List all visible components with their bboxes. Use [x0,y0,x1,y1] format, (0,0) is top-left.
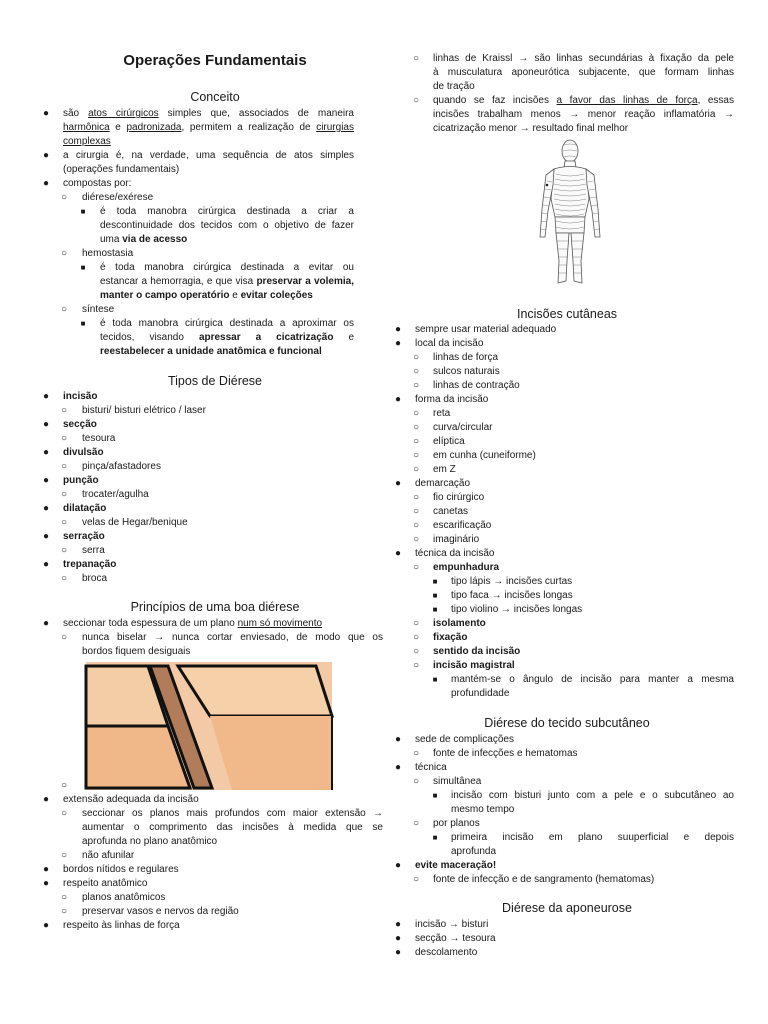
conceito-line-4: a cirurgia é, na verdade, uma sequência de atos simples [63,150,354,161]
principio-1: seccionar toda espessura de um plano num só movimento [63,618,323,629]
tipo-sub: broca [82,573,108,584]
circle-bullet-icon: ○ [412,660,420,671]
bullet-icon: ● [42,878,50,889]
bullet-icon: ● [42,920,50,931]
tipo-item: punção [63,475,99,486]
subcut-sub: simultânea [433,776,482,787]
bullet-icon: ● [42,618,50,629]
circle-bullet-icon: ○ [412,450,420,461]
circle-bullet-icon: ○ [412,748,420,759]
section-heading-principios: Princípios de uma boa diérese [130,600,300,614]
bullet-icon: ● [42,447,50,458]
circle-bullet-icon: ○ [412,646,420,657]
circle-bullet-icon: ○ [412,818,420,829]
principio-3: bordos nítidos e regulares [63,864,179,875]
cutanea-sub: incisão magistral [433,660,515,671]
circle-bullet-icon: ○ [60,906,68,917]
bullet-icon: ● [42,794,50,805]
circle-bullet-icon: ○ [412,618,420,629]
cutanea-sub: sentido da incisão [433,646,521,657]
favor-line-2: incisões trabalham menos → menor reação inflamatória → [433,109,734,120]
favor-line-3: cicatrização menor → resultado final melhor [433,123,629,134]
tipo-sub: serra [82,545,105,556]
principio-2-sub-1: seccionar os planos mais profundos com maior extensão → [82,808,383,819]
cutanea-item: demarcação [415,478,471,489]
circle-bullet-icon: ○ [60,517,68,528]
circle-bullet-icon: ○ [412,874,420,885]
principio-2-sub-2: aumentar o comprimento das incisões à medida que se [82,822,383,833]
cutanea-sub: escarificação [433,520,492,531]
hemostasia-item: hemostasia [82,248,134,259]
bullet-icon: ● [42,178,50,189]
conceito-line-3: complexas [63,136,111,147]
circle-bullet-icon: ○ [412,422,420,433]
circle-bullet-icon: ○ [412,632,420,643]
conceito-line-5: (operações fundamentais) [63,164,180,175]
circle-bullet-icon: ○ [60,192,68,203]
square-bullet-icon: ■ [432,591,438,600]
square-bullet-icon: ■ [432,791,438,800]
square-bullet-icon: ■ [80,263,86,272]
tipo-item: dilatação [63,503,107,514]
empunhadura-item: tipo lápis → incisões curtas [451,576,573,587]
aponeurose-item: incisão → bisturi [415,919,489,930]
cutanea-sub: linhas de força [433,352,499,363]
subcut-item: sede de complicações [415,734,514,745]
kraissl-line-2: à musculatura aponeurótica subjacente, que formam linhas [433,67,734,78]
cutanea-sub: isolamento [433,618,486,629]
cutanea-item: técnica da incisão [415,548,495,559]
bullet-icon: ● [394,860,402,871]
cutanea-sub: empunhadura [433,562,500,573]
bullet-icon: ● [394,734,402,745]
bullet-icon: ● [42,531,50,542]
tipo-sub: bisturi/ bisturi elétrico / laser [82,405,206,416]
bullet-icon: ● [394,548,402,559]
bullet-icon: ● [394,933,402,944]
circle-bullet-icon: ○ [60,489,68,500]
circle-bullet-icon: ○ [60,405,68,416]
square-bullet-icon: ■ [80,319,86,328]
bullet-icon: ● [42,503,50,514]
bullet-icon: ● [42,864,50,875]
tipo-sub: pinça/afastadores [82,461,161,472]
principio-1-sub-2: bordos fiquem desiguais [82,646,191,657]
tipo-item: serração [63,531,105,542]
square-bullet-icon: ■ [432,833,438,842]
circle-bullet-icon: ○ [412,520,420,531]
bullet-icon: ● [42,108,50,119]
circle-bullet-icon: ○ [60,573,68,584]
bullet-icon: ● [394,762,402,773]
tipo-item: incisão [63,391,98,402]
magistral-desc-1: mantém-se o ângulo de incisão para manter a mesma [451,674,734,685]
circle-bullet-icon: ○ [60,632,68,643]
hemostasia-desc-1: é toda manobra cirúrgica destinada a evitar ou [100,262,354,273]
circle-bullet-icon: ○ [60,780,68,791]
circle-bullet-icon: ○ [60,461,68,472]
circle-bullet-icon: ○ [60,248,68,259]
section-heading-conceito: Conceito [190,90,240,104]
principio-4: respeito anatômico [63,878,148,889]
cutanea-sub: canetas [433,506,469,517]
circle-bullet-icon: ○ [412,464,420,475]
bullet-icon: ● [394,324,402,335]
cutanea-sub: fio cirúrgico [433,492,485,503]
square-bullet-icon: ■ [432,605,438,614]
circle-bullet-icon: ○ [412,95,420,106]
body-force-lines-figure [532,137,608,289]
cutanea-item: sempre usar material adequado [415,324,557,335]
subcut-item: técnica [415,762,447,773]
planos-desc-1: primeira incisão em plano suuperficial e depois [451,832,734,843]
section-heading-subcutaneo: Diérese do tecido subcutâneo [484,716,650,730]
kraissl-line-1: linhas de Kraissl → são linhas secundárias à fixação da pele [433,53,734,64]
tipo-sub: trocater/agulha [82,489,149,500]
circle-bullet-icon: ○ [412,408,420,419]
principio-4-sub-2: preservar vasos e nervos da região [82,906,239,917]
cutanea-sub: em cunha (cuneiforme) [433,450,536,461]
bullet-icon: ● [394,919,402,930]
cutanea-sub: reta [433,408,451,419]
circle-bullet-icon: ○ [60,850,68,861]
bevel-incision-illustration [82,660,334,792]
subcut-item: evite maceração! [415,860,497,871]
compostas-por: compostas por: [63,178,132,189]
sintese-desc-1: é toda manobra cirúrgica destinada a aproximar os [100,318,354,329]
planos-desc-2: aprofunda [451,846,497,857]
cutanea-sub: linhas de contração [433,380,520,391]
favor-line-1: quando se faz incisões a favor das linhas de força, essas [433,95,734,106]
cutanea-item: local da incisão [415,338,484,349]
sintese-desc-2: tecidos, visando apressar a cicatrização e [100,332,355,343]
conceito-line-1: são atos cirúrgicos simples que, associados de maneira [63,108,354,119]
tipo-sub: tesoura [82,433,116,444]
bullet-icon: ● [42,559,50,570]
bullet-icon: ● [42,150,50,161]
cutanea-sub: sulcos naturais [433,366,500,377]
empunhadura-item: tipo violino → incisões longas [451,604,583,615]
magistral-desc-2: profundidade [451,688,510,699]
cutanea-item: forma da incisão [415,394,489,405]
cutanea-sub: curva/circular [433,422,493,433]
circle-bullet-icon: ○ [412,366,420,377]
circle-bullet-icon: ○ [412,562,420,573]
circle-bullet-icon: ○ [412,534,420,545]
section-heading-aponeurose: Diérese da aponeurose [502,901,632,915]
subcut-sub: fonte de infecções e hematomas [433,748,578,759]
dierese-desc-2: descontinuidade dos tecidos com o objetivo de fazer [100,220,354,231]
circle-bullet-icon: ○ [60,433,68,444]
tipo-sub: velas de Hegar/benique [82,517,188,528]
page-title: Operações Fundamentais [123,52,307,69]
tipo-item: secção [63,419,97,430]
conceito-line-2: harmônica e padronizada, permitem a realização de cirurgias [63,122,354,133]
principio-2-sub-3: aprofunda no plano anatômico [82,836,218,847]
simultanea-desc-2: mesmo tempo [451,804,515,815]
sintese-item: síntese [82,304,115,315]
circle-bullet-icon: ○ [60,545,68,556]
bullet-icon: ● [42,391,50,402]
bullet-icon: ● [394,947,402,958]
empunhadura-item: tipo faca → incisões longas [451,590,573,601]
circle-bullet-icon: ○ [412,380,420,391]
hemostasia-desc-3: manter o campo operatório e evitar coleções [100,290,313,301]
tipo-item: divulsão [63,447,104,458]
circle-bullet-icon: ○ [412,53,420,64]
aponeurose-item: descolamento [415,947,478,958]
aponeurose-item: secção → tesoura [415,933,496,944]
circle-bullet-icon: ○ [412,436,420,447]
circle-bullet-icon: ○ [412,352,420,363]
bullet-icon: ● [394,478,402,489]
subcut-sub: por planos [433,818,480,829]
sintese-desc-3: reestabelecer a unidade anatômica e funcional [100,346,322,357]
circle-bullet-icon: ○ [412,506,420,517]
square-bullet-icon: ■ [432,577,438,586]
subcut-sub: fonte de infecção e de sangramento (hematomas) [433,874,655,885]
circle-bullet-icon: ○ [60,892,68,903]
principio-1-sub-1: nunca biselar → nunca cortar enviesado, de modo que os [82,632,383,643]
principio-2-sub-4: não afunilar [82,850,135,861]
hemostasia-desc-2: estancar a hemorragia, e que visa preservar a volemia, [100,276,355,287]
circle-bullet-icon: ○ [412,776,420,787]
bullet-icon: ● [42,419,50,430]
square-bullet-icon: ■ [432,675,438,684]
principio-5: respeito às linhas de força [63,920,180,931]
cutanea-sub: fixação [433,632,468,643]
dierese-desc-3: uma via de acesso [100,234,188,245]
principio-4-sub-1: planos anatômicos [82,892,166,903]
cutanea-sub: elíptica [433,436,465,447]
circle-bullet-icon: ○ [60,808,68,819]
principio-2: extensão adequada da incisão [63,794,199,805]
simultanea-desc-1: incisão com bisturi junto com a pele e o subcutâneo ao [451,790,734,801]
circle-bullet-icon: ○ [60,304,68,315]
bullet-icon: ● [42,475,50,486]
cutanea-sub: em Z [433,464,456,475]
bullet-icon: ● [394,394,402,405]
kraissl-line-3: de tração [433,81,475,92]
square-bullet-icon: ■ [80,207,86,216]
tipo-item: trepanação [63,559,117,570]
dierese-item: diérese/exérese [82,192,154,203]
dierese-desc-1: é toda manobra cirúrgica destinada a criar a [100,206,354,217]
section-heading-tipos: Tipos de Diérese [167,374,263,388]
cutanea-sub: imaginário [433,534,480,545]
section-heading-cutaneas: Incisões cutâneas [516,307,618,321]
circle-bullet-icon: ○ [412,492,420,503]
bullet-icon: ● [394,338,402,349]
